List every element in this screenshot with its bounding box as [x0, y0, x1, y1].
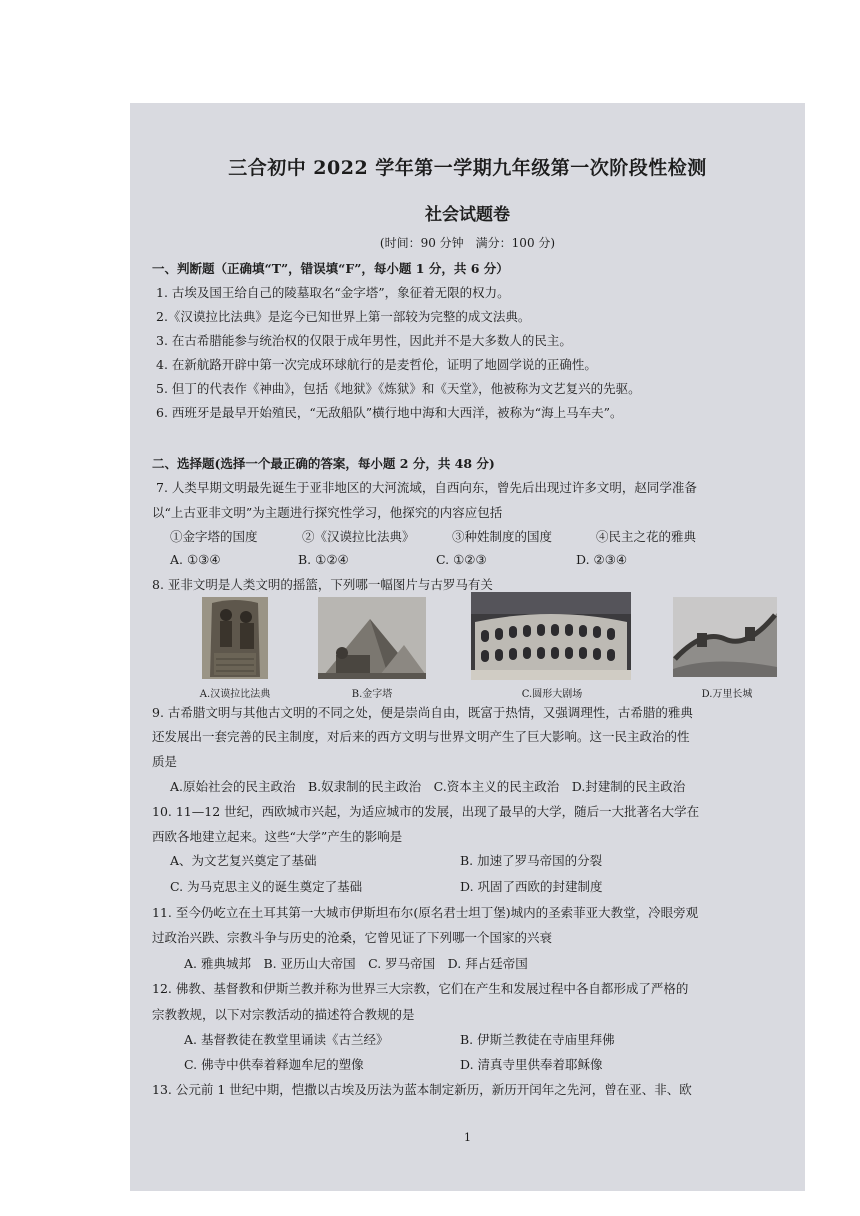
- section1-heading: 一、判断题（正确填“T”，错误填“F”，每小题 1 分，共 6 分）: [152, 261, 509, 276]
- exam-subtitle: 社会试题卷: [425, 205, 510, 225]
- great-wall-image: [673, 597, 777, 677]
- judge-item-1: 1. 古埃及国王给自己的陵墓取名“金字塔”，象征着无限的权力。: [156, 285, 510, 300]
- q11-options: A. 雅典城邦 B. 亚历山大帝国 C. 罗马帝国 D. 拜占廷帝国: [184, 956, 528, 971]
- q8-caption-b: B.金字塔: [351, 689, 393, 700]
- q9-line2: 还发展出一套完善的民主制度，对后来的西方文明与世界文明产生了巨大影响。这一民主政治的性: [152, 729, 690, 744]
- q7-option-d: D. ②③④: [576, 552, 628, 567]
- q13-line1: 13. 公元前 1 世纪中期，恺撒以古埃及历法为蓝本制定新历，新历开闰年之先河，曾在亚、非、欧: [152, 1082, 692, 1097]
- judge-item-2: 2.《汉谟拉比法典》是迄今已知世界上第一部较为完整的成文法典。: [156, 309, 531, 324]
- q8-caption-c: C.圆形大剧场: [521, 689, 583, 700]
- q12-option-a: A. 基督教徒在教堂里诵读《古兰经》: [184, 1032, 389, 1047]
- q7-option-c: C. ①②③: [436, 552, 487, 567]
- q9-line3: 质是: [152, 754, 178, 769]
- q7-option-a: A. ①③④: [170, 552, 221, 567]
- section2-heading: 二、选择题(选择一个最正确的答案，每小题 2 分，共 48 分): [152, 456, 495, 471]
- q10-option-a: A、为文艺复兴奠定了基础: [170, 853, 317, 868]
- q7-line2: 以“上古亚非文明”为主题进行探究性学习，他探究的内容应包括: [152, 505, 503, 520]
- q12-line1: 12. 佛教、基督教和伊斯兰教并称为世界三大宗教，它们在产生和发展过程中各自都形成了严格的: [152, 981, 689, 996]
- judge-item-3: 3. 在古希腊能参与统治权的仅限于成年男性，因此并不是大多数人的民主。: [156, 333, 572, 348]
- q8-stem: 8. 亚非文明是人类文明的摇篮，下列哪一幅图片与古罗马有关: [152, 577, 493, 592]
- q9-options: A.原始社会的民主政治 B.奴隶制的民主政治 C.资本主义的民主政治 D.封建制的民主政治: [170, 779, 686, 794]
- exam-time-note: (时间：90 分钟 满分：100 分): [379, 236, 556, 250]
- q10-line1: 10. 11—12 世纪，西欧城市兴起，为适应城市的发展，出现了最早的大学，随后一大批著名大学在: [152, 804, 700, 819]
- q12-option-c: C. 佛寺中供奉着释迦牟尼的塑像: [184, 1057, 364, 1072]
- q7-option-b: B. ①②④: [298, 552, 349, 567]
- exam-paper: [130, 103, 805, 1191]
- q10-line2: 西欧各地建立起来。这些“大学”产生的影响是: [152, 829, 403, 844]
- q7-line1: 7. 人类早期文明最先诞生于亚非地区的大河流域，自西向东，曾先后出现过许多文明，赵同学准备: [156, 480, 697, 495]
- q7-item-4: ④民主之花的雅典: [596, 529, 697, 544]
- page-number: 1: [464, 1131, 471, 1144]
- q7-item-3: ③种姓制度的国度: [452, 529, 553, 544]
- colosseum-image: [471, 592, 631, 680]
- q8-caption-d: D.万里长城: [701, 689, 753, 700]
- q12-option-b: B. 伊斯兰教徒在寺庙里拜佛: [460, 1032, 615, 1047]
- q10-option-c: C. 为马克思主义的诞生奠定了基础: [170, 879, 363, 894]
- judge-item-5: 5. 但丁的代表作《神曲》，包括《地狱》《炼狱》和《天堂》，他被称为文艺复兴的先驱。: [156, 381, 641, 396]
- q7-item-2: ②《汉谟拉比法典》: [302, 529, 415, 544]
- q11-line2: 过政治兴跌、宗教斗争与历史的沧桑，它曾见证了下列哪一个国家的兴衰: [152, 930, 553, 945]
- pyramid-image: [318, 597, 426, 679]
- q11-line1: 11. 至今仍屹立在土耳其第一大城市伊斯坦布尔(原名君士坦丁堡)城内的圣索菲亚大教堂，冷眼旁观: [152, 905, 699, 920]
- q10-option-b: B. 加速了罗马帝国的分裂: [460, 853, 603, 868]
- q10-option-d: D. 巩固了西欧的封建制度: [460, 879, 603, 894]
- q8-caption-a: A.汉谟拉比法典: [199, 689, 271, 700]
- q12-line2: 宗教教规，以下对宗教活动的描述符合教规的是: [152, 1007, 415, 1022]
- q12-option-d: D. 清真寺里供奉着耶稣像: [460, 1057, 603, 1072]
- judge-item-4: 4. 在新航路开辟中第一次完成环球航行的是麦哲伦，证明了地圆学说的正确性。: [156, 357, 597, 372]
- judge-item-6: 6. 西班牙是最早开始殖民，“无敌船队”横行地中海和大西洋，被称为“海上马车夫”。: [156, 405, 623, 420]
- exam-title: 三合初中 2022 学年第一学期九年级第一次阶段性检测: [228, 157, 707, 179]
- q9-line1: 9. 古希腊文明与其他古文明的不同之处，便是崇尚自由，既富于热情，又强调理性，古希腊的雅典: [152, 705, 693, 720]
- hammurabi-code-image: [202, 597, 268, 679]
- q7-item-1: ①金字塔的国度: [170, 529, 258, 544]
